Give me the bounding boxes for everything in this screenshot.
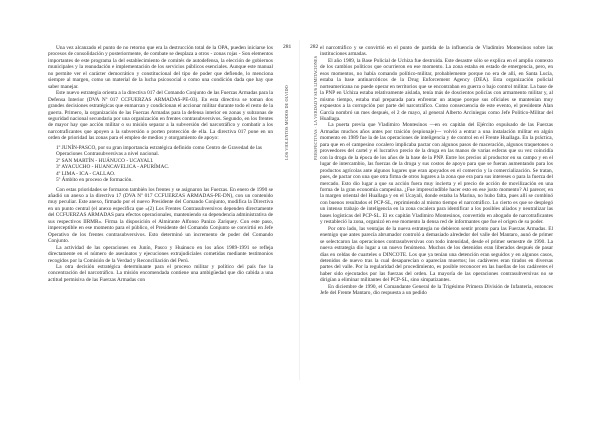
gutter-divider <box>299 40 300 380</box>
right-paragraph-4: Por otro lado, las ventajas de la nueva estrategia no debieron sentir pronto para las Fuerzas Armadas. El enemigo que antes parecía abrumador controló a demasiado alrededor del valle del Mantaro, aunó de primer se selectcaron las operaciones contrasubversivas con todo intensidad, desde el primer semestre de 1990. La nueva estrategia dio lugar a un nuevo fenómeno. Muchos de los detenidos eran liberados después de pasar días en celdas de cuarteles o DINCOTE. Los que ya tenían una detención eran seguidos y en algunos casos, detenidos de nuevo tras la cual desaparecían o aparecían muertos; los cadáveres eran tirados en diversas partes del valle. Por la regularidad del procedimiento, es posible reconocer en las huellas de los cadáveres el haber sido ejecutados por las fuerzas del orden. La mayoría de las operaciones contrasubversivas no se dirigían a eliminar militantes del PCP-SL, sino simpatizantes. <box>320 225 553 284</box>
zone-item: 2º SAN MARTÍN - HUÁNUCO - UCAYALI. <box>56 157 154 164</box>
left-paragraph-2: Este nuevo estrategia orienta a la directiva 017 del Comando Conjunto de las Fuerzas Armadas para la Defensa Interior (DVA Nº 017 CCFUERZAS ARMADAS-PE-03). En esta directiva se toman dos grandes decisiones estratégicas que enmarcan y condicionan el accionar militar durante todo el resto de la guerra. Primero, la organización de las Fuerzas Armadas para la defensa interior en zonas y subzonas de seguridad nacional secundaria por una organización en frentes contrasubversivos. Segundo, en los frentes de mayor hay que acción militar o su misión separar a la subversión del narcotráfico y combatir a los narcotraficantes que apoyen a la subversión o porten protección de ella. La directiva 017 pone en un orden de prioridad las zonas para el empleo de medios y otorgamiento de apoyo: <box>48 90 273 142</box>
right-paragraph-2: El año 1989, la Base Policial de Uchiza fue destruida. Este desastre sólo se explica en el amplio contexto de los cambios políticos que ocurrieron en ese momento. La zona estaba en estado de emergencia, pero, en esos momentos, no había comando político-militar, probablemente porque no era de allí, en Santa Lucía, estaba la base antinarcóticos de la Drug Enforcement Agency (DEA). Esta organización policial norteamericana no puede operar en territorios que se encontraban en guerra o bajo control militar. La base de la PNP en Uchiza estaba relativamente aislada, tenía más de doscientos policías con armamento militar y, al mismo tiempo, estaba mal preparada para enfrentar un ataque porque sus oficiales se mantenían muy expuestos a la corrupción por parte del narcotráfico. Como consecuencia de este evento, el presidente Alan García nombró un mes después, el 2 de mayo, al general Alberto Arciniegas como Jefe Político-Militar del Huallaga. <box>320 57 553 122</box>
left-page-body <box>48 45 273 375</box>
page-number-right: 282 <box>310 44 319 50</box>
right-paragraph-3: La puerta previa que Vladimiro Montesinos —en ex capitán del Ejército expulsado de las Fuerzas Armadas muchos años antes por traición (espionaje)— volvió a entrar a una instalación militar en algún momento en 1989 fue la de las operaciones de inteligencia y de control en el Frente Huallaga. En la práctica, para que en el campesino cocalero implicaba pactar con algunos pasos de maceración, algunos traquetones o proveedores del cartel y el lucrativo precio de la droga en las manos de varias esferas que su vez coincidía con la droga de la época de los años de la base de la PNP. Entre los precios al productor en su campo y en el lugar de intercambio, las fuerzas de la droga y sus costos de apoyo para que se fueran aumentando para los productos agrícolas ante algunos lugares que eran apoyados en el comercio y la comercialización. Se tratan, pues, de pactar con una que otra firma de otros lugares a la zona que era para sus intereses o para la fuerza del mercado. Esto dio lugar a que su acción fuera muy incierta y el precio de acción de movilización en una forma de la gran economía campesina. ¿Fue imprescindible hacer esto en ese justo momento? Al parecer, en la margen oriental del Huallaga y en el Ucayali, donde estaba la Marina, no hubo falta, pues allí se combinó con buenos resultados el PCP-SL, reprimiendo al mismo tiempo el narcotráfico. Lo cierto es que se desplegó un intenso trabajo de inteligencia en la zona cocalera para identificar a los posibles aliados y neutralizar las bases logísticas del PCP-SL. El ex capitán Vladimiro Montesinos, convertido en abogado de narcotraficantes y restableció la zona, organizó en ese momento la densa red de informantes que fue el origen de su poder. <box>320 122 553 226</box>
zone-item: 1º JUNÍN-PASCO, por su gran importancia estratégica definido como Centro de Gravedad de las Operaciones Contrasubversivas a nivel nacional. <box>56 144 262 158</box>
left-paragraph-5: La otra decisión estratégica determinante para el proceso militar y político del país fue la concentración del narcotráfico. La misión encomendada contiene una ambigüedad que dio cabida a una actitud permisiva de las Fuerzas Armadas con <box>48 263 273 283</box>
page-number-left: 281 <box>283 44 292 50</box>
left-paragraph-1: Una vez alcanzado el punto de no retorno que era la destrucción total de la OPA, pueden iniciarse los procesos de consolidación y posteriormente, de combate se desplaza a otros - zonas rojas - Son elementos importantes de este programa la del establecimiento de comités de autodefensa, la elección de gobiernos municipales y la reanudación e implementación de los servicios públicos esenciales. Aunque este manual no permite ver el carácter democrático y constitucional del tipo de poder que defiende, lo menciona siempre al margen, como un material de la lucha psicosocial o como una condición dada que hay que saber manejar. <box>48 45 273 90</box>
right-paragraph-5: En diciembre de 1990, el Comandante General de la Trigésimo Primera División de Infantería, entonces Jefe del Frente Mantaro, dio respuesta a un pedido <box>320 283 553 297</box>
right-page-body <box>320 45 553 375</box>
zone-item: 3º AYACUCHO - HUANCAVELICA - APURÍMAC. <box>56 164 170 171</box>
left-paragraph-3: Con estas prioridades se formaron también los frentes y se asignaron las Fuerzas. En enero de 1990 se añadió un anexo a la directiva 17 (DVA Nº 017 CCFUERZAS ARMADAS-PE-DN), con un contenido muy peculiar. Este anexo, firmado por el nuevo Presidente del Comando Conjunto, modifica la Directiva en un punto central (el anexo especifica que «(2) Los Frentes Contrasubversivos dependen directamente del CCFUERZAS ARMADAS para efectos operacionales, manteniendo su dependencia administrativa de sus respectivos IIRMR». Firma la disposición el Almirante Alfonso Panizo Zariquey. Con este paso, imperceptible en ese momento para el público, el Presidente del Comando Conjunto se convirtió en Jefe Operativo de los frentes contrasubversivos. Esto determinó un incremento de poder del Comando Conjunto. <box>48 186 273 245</box>
zone-item: 5º Ámbito en proceso de formación. <box>56 177 133 184</box>
zone-item: 4º LIMA - ICA - CALLAO. <box>56 170 116 177</box>
running-head-right: PERSPECTIVAS · LA VERDAD Y SUS LIMITACIONES <box>313 55 318 160</box>
left-paragraph-4: La actividad de las operaciones en Junín, Pasco y Huánuco en los años 1989-1991 se refleja directamente en el número de asesinatos y ejecuciones extrajudiciales cometidas mediante testimonios recogidos por la Comisión de la Verdad y Reconciliación del Perú. <box>48 244 273 264</box>
running-head-left: LOS VIOLENTOS MODOS DE OLVIDO <box>284 85 289 160</box>
right-paragraph-1: el narcotráfico y se convirtió en el punto de partida de la influencia de Vladimiro Montesinos sobre las instituciones armadas. <box>320 45 553 58</box>
priority-zones-list <box>56 145 273 184</box>
